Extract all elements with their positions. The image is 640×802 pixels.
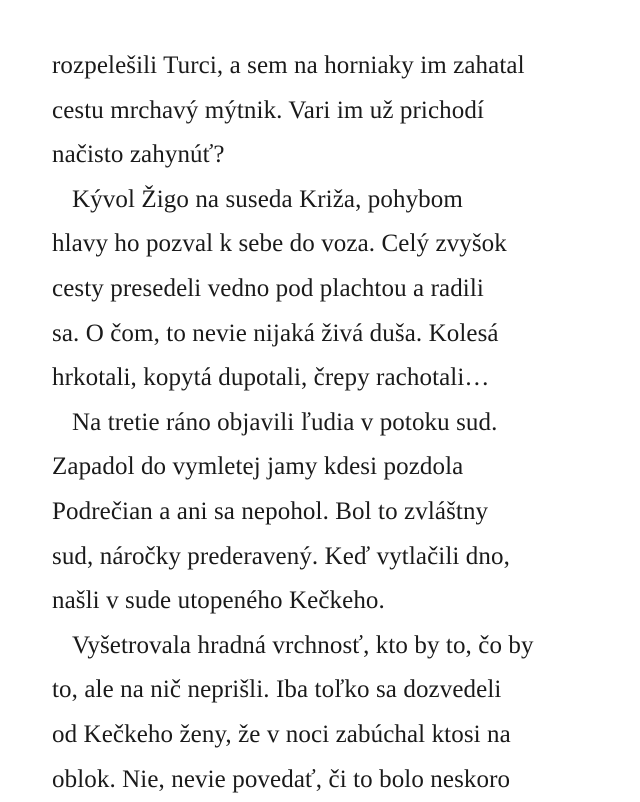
paragraph bbox=[52, 44, 612, 178]
text-line: cestu mrchavý mýtnik. Vari im už prichodí bbox=[52, 89, 612, 134]
page-text bbox=[52, 44, 612, 802]
text-line: od Kečkeho ženy, že v noci zabúchal ktosi na bbox=[52, 713, 612, 758]
text-line: rozpelešili Turci, a sem na horniaky im zahatal bbox=[52, 44, 612, 89]
text-line: hlavy ho pozval k sebe do voza. Celý zvyšok bbox=[52, 222, 612, 267]
text-line: Zapadol do vymletej jamy kdesi pozdola bbox=[52, 445, 612, 490]
text-line: to, ale na nič neprišli. Iba toľko sa dozvedeli bbox=[52, 668, 612, 713]
text-line: našli v sude utopeného Kečkeho. bbox=[52, 579, 612, 624]
text-line: Na tretie ráno objavili ľudia v potoku sud. bbox=[52, 401, 612, 446]
text-line: hrkotali, kopytá dupotali, črepy rachotali… bbox=[52, 356, 612, 401]
text-line: Kývol Žigo na suseda Križa, pohybom bbox=[52, 178, 612, 223]
text-line: sa. O čom, to nevie nijaká živá duša. Kolesá bbox=[52, 312, 612, 357]
text-line: oblok. Nie, nevie povedať, či to bolo neskoro bbox=[52, 758, 612, 802]
paragraph bbox=[52, 624, 612, 802]
text-line: načisto zahynúť? bbox=[52, 133, 612, 178]
paragraph bbox=[52, 401, 612, 624]
paragraph bbox=[52, 178, 612, 401]
text-line: Podrečian a ani sa nepohol. Bol to zvláštny bbox=[52, 490, 612, 535]
text-line: cesty presedeli vedno pod plachtou a radili bbox=[52, 267, 612, 312]
text-line: sud, náročky prederavený. Keď vytlačili dno, bbox=[52, 535, 612, 580]
text-line: Vyšetrovala hradná vrchnosť, kto by to, čo by bbox=[52, 624, 612, 669]
